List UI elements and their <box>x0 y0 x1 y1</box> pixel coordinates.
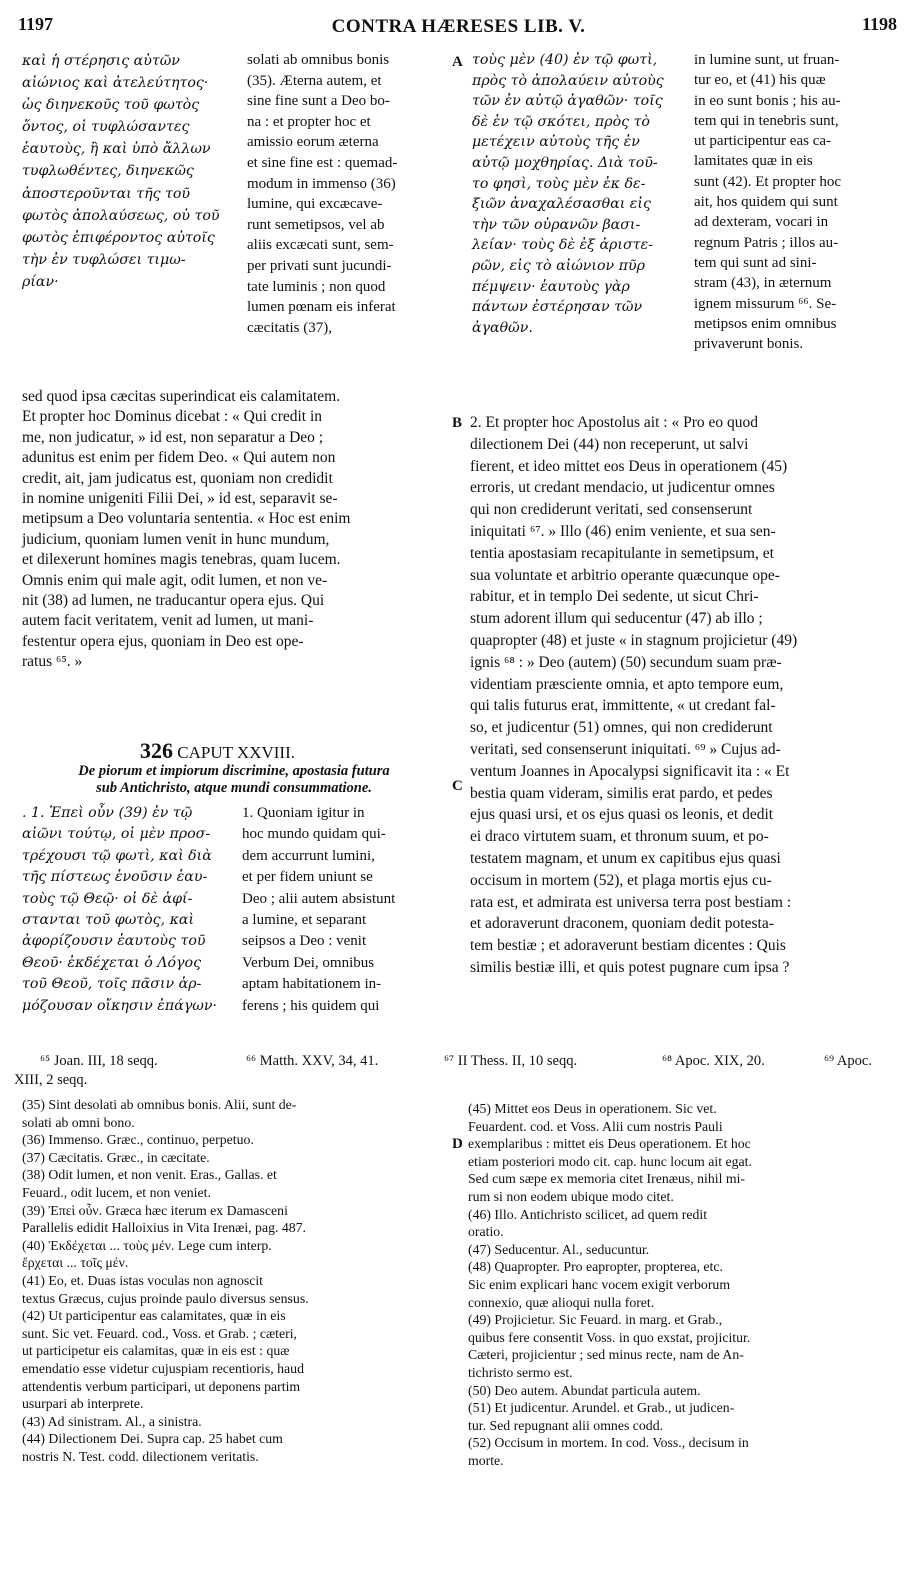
text-line: na : et propter hoc et <box>247 113 371 130</box>
chapter-number: 326 <box>140 738 173 763</box>
page-number-right: 1198 <box>861 14 897 34</box>
text-line: μετέχειν αὐτοὺς τῆς ἐν <box>472 134 640 151</box>
text-line: 2. Et propter hoc Apostolus ait : « Pro eo quod <box>470 414 759 431</box>
note-line: (41) Eo, et. Duas istas voculas non agnoscit <box>22 1272 264 1288</box>
note-line: nostris N. Test. codd. dilectionem veritatis. <box>22 1448 259 1464</box>
chapter-subtitle-line: De piorum et impiorum discrimine, apostasia futura <box>78 763 390 779</box>
text-line: ἀφορίζουσιν ἑαυτοὺς τοῦ <box>22 933 206 950</box>
text-line: πέμψειν· ἑαυτοὺς γὰρ <box>472 278 630 295</box>
text-line: erroris, ut credant mendacio, ut judicentur omnes <box>470 479 775 497</box>
note-line: Sed cum sæpe ex memoria citet Irenæus, nihil mi- <box>468 1171 746 1187</box>
note-line: (47) Seducentur. Al., seducuntur. <box>468 1241 650 1257</box>
text-line: rabitur, et in templo Dei sedente, ut sicut Chri- <box>470 588 759 606</box>
text-line: lumen pœnam eis inferat <box>247 299 396 316</box>
text-line: ei draco virtutem suam, et thronum suum, et po- <box>470 828 769 846</box>
text-line: ὄντος, οἱ τυφλώσαντες <box>22 119 190 136</box>
text-line: μόζουσαν οἴκησιν ἐπάγων· <box>22 997 218 1014</box>
text-line: τυφλωθέντες, διηνεκῶς <box>22 163 194 180</box>
text-line: ξιῶν ἀναχαλέσασθαι εἰς <box>472 196 651 213</box>
notes-right-column <box>468 1100 900 1469</box>
latin-column-top-left <box>247 50 447 338</box>
text-line: τοὺς μὲν (40) ἐν τῷ φωτὶ, <box>472 52 658 68</box>
text-line: lumine, qui excæcave- <box>247 196 383 213</box>
text-line: cæcitatis (37), <box>247 319 332 336</box>
text-line: so, et judicentur (51) omnes, qui non crediderunt <box>470 719 773 737</box>
text-line: tem qui in tenebris sunt, <box>694 112 839 129</box>
note-line: rum si non eodem ubique modo citet. <box>468 1188 674 1204</box>
text-line: et per fidem uniunt se <box>242 869 373 886</box>
text-line: solati ab omnibus bonis <box>247 52 390 68</box>
text-line: et sine fine est : quemad- <box>247 154 398 171</box>
text-line: qui talis futurus erat, immittente, « ut credant fal- <box>470 697 776 715</box>
text-line: ferens ; his quidem qui <box>242 997 380 1014</box>
text-line: τοὺς τῷ Θεῷ· οἱ δὲ ἀφί- <box>22 890 193 907</box>
text-line: similis bestiæ illi, et quis potest pugnare cum ipsa ? <box>470 958 790 976</box>
text-line: aliis excæcati sunt, sem- <box>247 237 394 254</box>
text-line: αἰῶνι τούτῳ, οἱ μὲν προσ- <box>22 826 211 843</box>
text-line: in eo sunt bonis ; his au- <box>694 92 841 109</box>
text-line: tate luminis ; non quod <box>247 278 386 295</box>
text-line: πάντων ἐστέρησαν τῶν <box>472 299 643 316</box>
text-line: tem qui sunt ad sini- <box>694 254 817 271</box>
greek-column-chapter <box>22 803 232 1017</box>
text-line: runt semetipsos, vel ab <box>247 216 385 233</box>
text-line: per privati sunt jucundi- <box>247 257 392 274</box>
note-line: (48) Quapropter. Pro eapropter, propterea, etc. <box>468 1259 723 1275</box>
note-line: ἔρχεται ... τοῖς μέν. <box>22 1255 129 1271</box>
text-line: τὴν ἐν τυφλώσει τιμω- <box>22 251 186 268</box>
note-line: Feuard., odit lucem, et non veniet. <box>22 1184 211 1200</box>
margin-marker-d: D <box>452 1136 463 1152</box>
chapter-title: CAPUT XXVIII. <box>177 743 295 762</box>
text-line: dem accurrunt lumini, <box>242 847 375 864</box>
text-line: ἀποστεροῦνται τῆς τοῦ <box>22 185 191 202</box>
note-line: solati ab omni bono. <box>22 1114 135 1130</box>
note-line: attendentis verbum participari, ut deponens partim <box>22 1378 301 1394</box>
note-line: (37) Cæcitatis. Græc., in cæcitate. <box>22 1149 210 1165</box>
text-line: ratus ⁶⁵. » <box>22 653 83 671</box>
note-line: exemplaribus : mittet eis Deus operationem. Et hoc <box>468 1136 751 1152</box>
text-line: τὴν τῶν οὐρανῶν βασι- <box>472 216 641 233</box>
text-line: judicium, quoniam lumen venit in hunc mundum, <box>22 530 330 548</box>
text-line: τοῦ Θεοῦ, τοῖς πᾶσιν ἁρ- <box>22 976 202 993</box>
text-line: a lumine, et separant <box>242 912 367 929</box>
note-line: Parallelis edidit Halloixius in Vita Irenæi, pag. 487. <box>22 1220 307 1236</box>
text-line: me, non judicatur, » id est, non separatur a Deo ; <box>22 428 324 446</box>
note-line: Sic enim explicari hanc vocem exigit verborum <box>468 1276 731 1292</box>
footnote-67: ⁶⁷ II Thess. II, 10 seqq. <box>444 1053 578 1069</box>
text-line: metipsum a Deo voluntaria sententia. « Hoc est enim <box>22 510 351 528</box>
page-number-left: 1197 <box>18 14 54 34</box>
text-line: regnum Patris ; illos au- <box>694 234 839 251</box>
footnote-65: ⁶⁵ Joan. III, 18 seqq. <box>40 1053 158 1069</box>
left-main-text <box>22 387 452 673</box>
text-line: ventum Joannes in Apocalypsi significavit ita : « Et <box>470 762 790 780</box>
note-line: (52) Occisum in mortem. In cod. Voss., decisum in <box>468 1435 749 1451</box>
note-line: (51) Et judicentur. Arundel. et Grab., ut judicen- <box>468 1400 735 1416</box>
text-line: φωτὸς ἐπιφέροντος αὐτοῖς <box>22 229 215 246</box>
text-line: seipsos a Deo : venit <box>242 933 367 950</box>
text-line: aptam habitationem in- <box>242 976 382 993</box>
text-line: festentur opera ejus, quoniam in Deo est ope- <box>22 632 304 650</box>
greek-column-top-right <box>472 50 684 338</box>
note-line: sunt. Sic vet. Feuard. cod., Voss. et Grab. ; cæteri, <box>22 1325 298 1341</box>
text-line: . 1. Ἐπεὶ οὖν (39) ἐν τῷ <box>22 805 193 821</box>
note-line: usurpari ab interprete. <box>22 1396 144 1412</box>
text-line: et dilexerunt homines magis tenebras, quam lucem. <box>22 551 341 569</box>
text-line: Θεοῦ· ἐκδέχεται ὁ Λόγος <box>22 954 202 971</box>
note-line: (35) Sint desolati ab omnibus bonis. Alii, sunt de- <box>22 1097 297 1112</box>
text-line: αἰώνιος καὶ ἀτελεύτητος· <box>22 75 209 92</box>
text-line: Omnis enim qui male agit, odit lumen, et non ve- <box>22 571 328 589</box>
note-line: (44) Dilectionem Dei. Supra cap. 25 habet cum <box>22 1431 283 1447</box>
text-line: ignis ⁶⁸ : » Deo (autem) (50) secundum suam præ- <box>470 653 782 671</box>
footnote-68: ⁶⁸ Apoc. XIX, 20. <box>662 1053 765 1069</box>
chapter-heading <box>140 738 295 764</box>
text-line: δὲ ἐν τῷ σκότει, πρὸς τὸ <box>472 113 650 130</box>
text-line: ut participentur eas ca- <box>694 133 832 150</box>
text-line: ait, hos quidem qui sunt <box>694 194 838 211</box>
text-line: στανται τοῦ φωτὸς, καὶ <box>22 912 195 929</box>
text-line: αὐτῷ μοχθηρίας. Διὰ τοῦ- <box>472 154 658 171</box>
greek-column-top-left <box>22 50 237 293</box>
note-line: textus Græcus, cujus proinde paulo diversus sensus. <box>22 1290 309 1306</box>
text-line: Deo ; alii autem absistunt <box>242 890 396 907</box>
text-line: videntiam præsciente omnia, et apto tempore eum, <box>470 675 784 693</box>
text-line: adunitus est enim per fidem Deo. « Qui autem non <box>22 449 336 467</box>
text-line: ad dexteram, vocari in <box>694 214 829 231</box>
text-line: τρέχουσι τῷ φωτὶ, καὶ διὰ <box>22 847 212 864</box>
text-line: sed quod ipsa cæcitas superindicat eis calamitatem. <box>22 388 341 405</box>
text-line: λείαν· τοὺς δὲ ἐξ ἀριστε- <box>472 237 653 254</box>
note-line: ut participetur eis calamitas, quæ in eis est : quæ <box>22 1343 290 1359</box>
text-line: το φησὶ, τοὺς μὲν ἐκ δε- <box>472 175 646 192</box>
text-line: καὶ ἡ στέρησις αὐτῶν <box>22 53 180 69</box>
note-line: (45) Mittet eos Deus in operationem. Sic vet. <box>468 1101 717 1116</box>
text-line: bestia quam videram, similis erat pardo, et pedes <box>470 784 773 802</box>
running-title: CONTRA HÆRESES LIB. V. <box>331 16 586 37</box>
text-line: iniquitati ⁶⁷. » Illo (46) enim veniente, et sua sen- <box>470 522 776 540</box>
text-line: fierent, et ideo mittet eos Deus in operationem (45) <box>470 457 788 475</box>
latin-column-chapter <box>242 803 452 1017</box>
text-line: 1. Quoniam igitur in <box>242 805 365 821</box>
notes-left-column <box>22 1096 450 1465</box>
note-line: etiam posteriori modo cit. cap. hunc locum ait egat. <box>468 1153 752 1169</box>
text-line: ἀγαθῶν. <box>472 319 533 336</box>
text-line: sua voluntate et arbitrio operante quæcunque ope- <box>470 566 780 584</box>
text-line: tem bestiæ ; et adoraverunt bestiam dicentes : Quis <box>470 937 786 955</box>
text-line: τῶν ἐν αὐτῷ ἀγαθῶν· τοῖς <box>472 93 663 110</box>
latin-column-top-right <box>694 50 898 354</box>
text-line: φωτὸς ἀπολαύσεως, οὐ τοῦ <box>22 207 220 224</box>
text-line: et adoraverunt draconem, quoniam dedit potesta- <box>470 915 774 933</box>
text-line: ρίαν· <box>22 273 59 290</box>
text-line: (35). Æterna autem, et <box>247 72 382 89</box>
footnote-69: ⁶⁹ Apoc. <box>824 1053 872 1069</box>
text-line: in nomine unigeniti Filii Dei, » id est, separavit se- <box>22 490 338 508</box>
text-line: ignem missurum ⁶⁶. Se- <box>694 295 837 312</box>
note-line: (50) Deo autem. Abundat particula autem. <box>468 1382 701 1398</box>
text-line: tentia apostasiam recapitulante in semetipsum, et <box>470 544 774 562</box>
note-line: emendatio esse videtur cujuspiam recentioris, haud <box>22 1360 304 1376</box>
text-line: veritati, sed consenserunt iniquitati. ⁶⁹ » Cujus ad- <box>470 740 781 758</box>
margin-marker-c: C <box>452 778 463 794</box>
margin-marker-a: A <box>452 54 463 70</box>
chapter-subtitle <box>14 763 454 797</box>
note-line: (38) Odit lumen, et non venit. Eras., Gallas. et <box>22 1167 277 1183</box>
note-line: (49) Projicietur. Sic Feuard. in marg. et Grab., <box>468 1312 723 1328</box>
note-line: (43) Ad sinistram. Al., a sinistra. <box>22 1413 202 1429</box>
text-line: privaverunt bonis. <box>694 336 804 353</box>
text-line: hoc mundo quidam qui- <box>242 826 386 843</box>
note-line: quibus fere consentit Voss. in quo exstat, projicitur. <box>468 1329 751 1345</box>
text-line: πρὸς τὸ ἀπολαύειν αὐτοὺς <box>472 72 664 89</box>
note-line: tur. Sed repugnant alii omnes codd. <box>468 1417 664 1433</box>
text-line: ὡς διηνεκοῦς τοῦ φωτὸς <box>22 97 200 114</box>
footnote-65-continuation: XIII, 2 seqq. <box>14 1072 88 1088</box>
right-main-text <box>470 412 902 979</box>
text-line: credit, ait, jam judicatus est, quoniam non credidit <box>22 469 333 487</box>
text-line: modum in immenso (36) <box>247 175 396 192</box>
text-line: τῆς πίστεως ἑνοῦσιν ἑαυ- <box>22 869 208 886</box>
text-line: metipsos enim omnibus <box>694 315 837 332</box>
note-line: (36) Immenso. Græc., continuo, perpetuo. <box>22 1132 254 1148</box>
note-line: Cæteri, projicientur ; sed minus recte, nam de An- <box>468 1347 744 1363</box>
footnote-66: ⁶⁶ Matth. XXV, 34, 41. <box>246 1053 379 1069</box>
text-line: lamitates quæ in eis <box>694 153 813 170</box>
text-line: sunt (42). Et propter hoc <box>694 173 842 190</box>
note-line: oratio. <box>468 1224 504 1240</box>
text-line: amissio eorum æterna <box>247 134 379 151</box>
note-line: tichristo sermo est. <box>468 1364 573 1380</box>
note-line: (40) Ἐκδέχεται ... τοὺς μέν. Lege cum interp. <box>22 1237 272 1253</box>
chapter-subtitle-line: sub Antichristo, atque mundi consummatione. <box>96 780 372 796</box>
text-line: testatem magnam, et unum ex capitibus ejus quasi <box>470 849 781 867</box>
note-line: morte. <box>468 1452 504 1468</box>
text-line: Et propter hoc Dominus dicebat : « Qui credit in <box>22 408 323 426</box>
text-line: in lumine sunt, ut fruan- <box>694 52 840 68</box>
text-line: autem facit veritatem, venit ad lumen, ut mani- <box>22 612 314 630</box>
note-line: (46) Illo. Antichristo scilicet, ad quem redit <box>468 1206 708 1222</box>
text-line: occisum in mortem (52), et plaga mortis ejus cu- <box>470 871 772 889</box>
note-line: Feuardent. cod. et Voss. Alii cum nostris Pauli <box>468 1118 723 1134</box>
text-line: nit (38) ad lumen, ne traducantur opera ejus. Qui <box>22 592 325 610</box>
note-line: (42) Ut participentur eas calamitates, quæ in eis <box>22 1308 286 1324</box>
text-line: stram (43), in æternum <box>694 275 832 292</box>
text-line: ἑαυτοὺς, ἢ καὶ ὑπὸ ἄλλων <box>22 141 211 158</box>
text-line: qui non crediderunt veritati, sed consenserunt <box>470 501 753 519</box>
text-line: quapropter (48) et juste « in stagnum projicietur (49) <box>470 631 798 649</box>
text-line: Verbum Dei, omnibus <box>242 954 375 971</box>
text-line: rata est, et admirata est universa terra post bestiam : <box>470 893 792 911</box>
note-line: (39) Ἐπεὶ οὖν. Græca hæc iterum ex Damasceni <box>22 1202 288 1218</box>
text-line: dilectionem Dei (44) non receperunt, ut salvi <box>470 435 749 453</box>
note-line: connexio, quæ alioqui nulla foret. <box>468 1294 655 1310</box>
text-line: ejus quasi ursi, et os ejus quasi os leonis, et dedit <box>470 806 774 824</box>
text-line: sine fine sunt a Deo bo- <box>247 93 390 110</box>
text-line: stum adorent illum qui seducentur (47) ab illo ; <box>470 610 763 628</box>
text-line: tur eo, et (41) his quæ <box>694 72 826 89</box>
margin-marker-b: B <box>452 415 463 431</box>
text-line: ρῶν, εἰς τὸ αἰώνιον πῦρ <box>472 257 645 274</box>
